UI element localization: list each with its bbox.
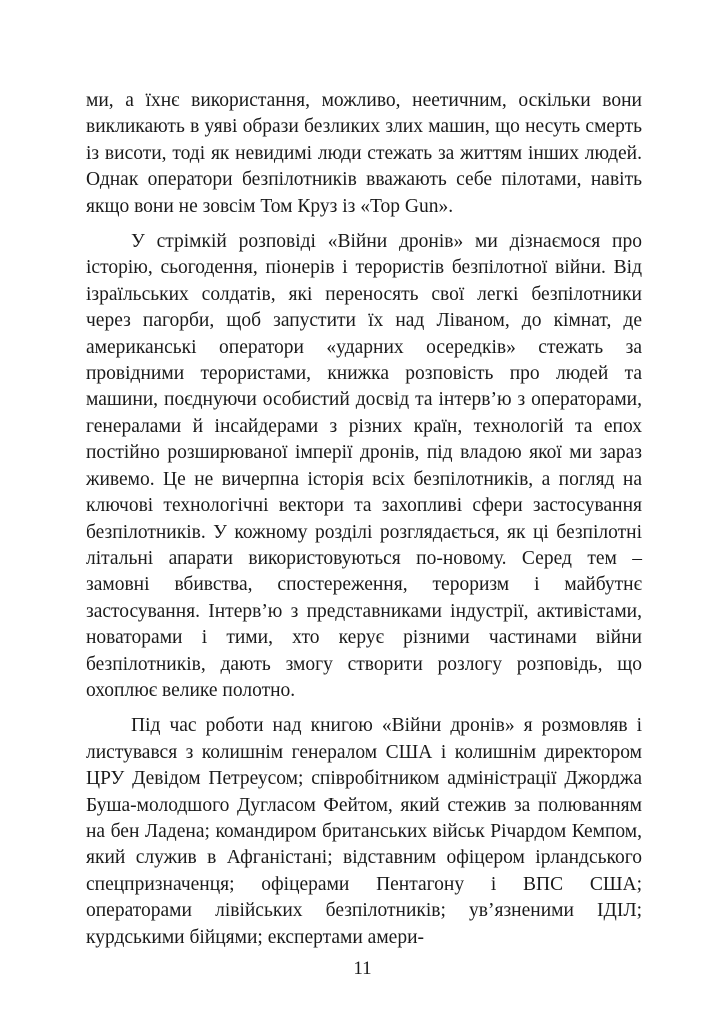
paragraph-drone-wars-story: У стрімкій розповіді «Війни дронів» ми дізнаємося про історію, сьогодення, піонерів і терористів безпілотної війни. Від ізраїльських солдатів, які переносять свої легкі безпілотники через пагорби, щоб запустити їх над Ліваном, до кімнат, де американські оператори «ударних осередків» стежать за провідними терористами, книжка розповість про людей та машини, поєднуючи особистий досвід та інтерв’ю з операторами, генералами й інсайдерами з різних країн, технологій та епох постійно розширюваної імперії дронів, під владою якої ми зараз живемо. Це не вичерпна історія всіх безпілотників, а погляд на ключові технологічні вектори та захопливі сфери застосування безпілотників. У кожному розділі розглядається, як ці безпілотні літальні апарати використовуються по-новому. Серед тем – замовні вбивства, спостереження, тероризм і майбутнє застосування. Інтерв’ю з представниками індустрії, активістами, новаторами і тими, хто керує різними частинами війни безпілотників, дають змогу створити розлогу розповідь, що охоплює велике полотно.: [86, 231, 642, 701]
paragraph-continued: ми, а їхнє використання, можливо, неетичним, оскільки вони викликають в уяві образи безликих злих машин, що несуть смерть із висоти, тоді як невидимі люди стежать за життям інших людей. Однак оператори безпілотників вважають себе пілотами, навіть якщо вони не зовсім Том Круз із «Top Gun».: [86, 90, 642, 217]
page-number: 11: [353, 958, 372, 979]
page-body: [86, 88, 642, 951]
paragraph-interviews: Під час роботи над книгою «Війни дронів» я розмовляв і листувався з колишнім генералом США і колишнім директором ЦРУ Девідом Петреусом; співробітником адміністрації Джорджа Буша-молодшого Дугласом Фейтом, який стежив за полюванням на бен Ладена; командиром британських військ Річардом Кемпом, який служив в Афганістані; відставним офіцером ірландського спецпризначенця; офіцерами Пентагону і ВПС США; операторами лівійських безпілотників; ув’язненими ІДІЛ; курдськими бійцями; експертами амери-: [86, 715, 642, 948]
